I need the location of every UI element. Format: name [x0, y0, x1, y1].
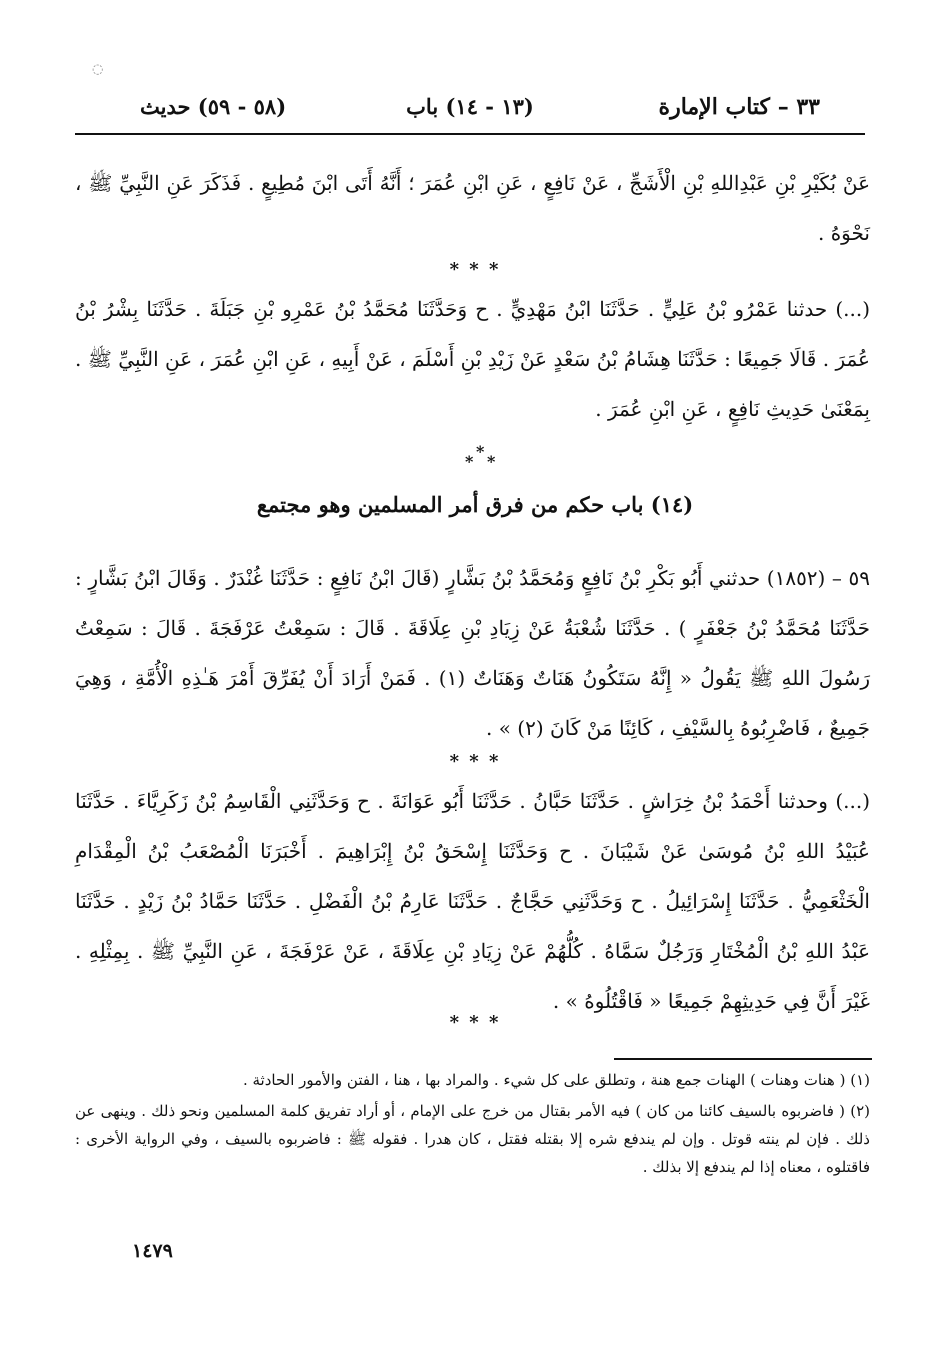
section-stars: * * *: [449, 259, 501, 280]
footnote-rule: [614, 1058, 872, 1060]
header-chapter-range: (١٣ - ١٤) باب: [406, 94, 534, 119]
separator-star-left: *: [465, 452, 474, 471]
scan-artifact: ◌: [92, 62, 104, 77]
separator-star-right: *: [487, 452, 496, 471]
chapter-title: (١٤) باب حكم من فرق أمر المسلمين وهو مجتمع: [256, 492, 694, 517]
footnote-1: (١) ( هنات وهنات ) الهنات جمع هنة ، وتطلق على كل شيء . والمراد بها ، هنا ، الفتن والأمور الحادثة .: [242, 1071, 870, 1089]
chapter-separator: [463, 442, 503, 472]
paragraph-hadith-59-variant: (...) وحدثنا أَحْمَدُ بْنُ خِرَاشٍ . حَدَّثَنَا حَبَّانُ . حَدَّثَنَا أَبُو عَوَانَةَ . ح وَحَدَّثَنِي الْقَاسِمُ بْنُ زَكَرِيَّاءَ . حَدَّثَنَا عُبَيْدُ اللهِ بْنُ مُوسَىٰ عَنْ شَيْبَانَ . ح وَحَدَّثَنَا إِسْحَقُ بْنُ إِبْرَاهِيمَ . أَخْبَرَنَا الْمُصْعَبُ بْنُ الْمِقْدَامِ الْخَثْعَمِيُّ . حَدَّثَنَا إِسْرَائِيلُ . ح وَحَدَّثَنِي حَجَّاجٌ . حَدَّثَنَا عَارِمُ بْنُ الْفَضْلِ . حَدَّثَنَا حَمَّادُ بْنُ زَيْدٍ . حَدَّثَنَا عَبْدُ اللهِ بْنُ الْمُخْتَارِ وَرَجُلٌ سَمَّاهُ . كُلُّهُمْ عَنْ زِيَادِ بْنِ عِلَاقَةَ ، عَنْ عَرْفَجَةَ ، عَنِ النَّبِيِّ ﷺ . بِمِثْلِهِ . غَيْرَ أَنَّ فِي حَدِيثِهِمْ جَمِيعًا « فَاقْتُلُوهُ » .: [75, 789, 870, 1013]
header-hadith-range: (٥٨ - ٥٩) حديث: [140, 94, 287, 119]
paragraph-hadith-59: ٥٩ – (١٨٥٢) حدثني أَبُو بَكْرِ بْنُ نَافِعٍ وَمُحَمَّدُ بْنُ بَشَّارٍ (قَالَ ابْنُ نَافِعٍ : حَدَّثَنَا غُنْدَرٌ . وَقَالَ ابْنُ بَشَّارٍ : حَدَّثَنَا مُحَمَّدُ بْنُ جَعْفَرٍ ) . حَدَّثَنَا شُعْبَةُ عَنْ زِيَادِ بْنِ عِلَاقَةَ . قَالَ : سَمِعْتُ عَرْفَجَةَ . قَالَ : سَمِعْتُ رَسُولَ اللهِ ﷺ يَقُولُ « إِنَّهُ سَتَكُونُ هَنَاتٌ وَهَنَاتٌ (١) . فَمَنْ أَرَادَ أَنْ يُفَرِّقَ أَمْرَ هَـٰذِهِ الْأُمَّةِ ، وَهِيَ جَمِيعٌ ، فَاضْرِبُوهُ بِالسَّيْفِ ، كَائِنًا مَنْ كَانَ (٢) » .: [75, 566, 871, 740]
section-stars: * * *: [449, 751, 501, 772]
section-stars: * * *: [449, 1012, 501, 1033]
header-rule: [75, 133, 865, 135]
paragraph-hadith-58-variant: (...) حدثنا عَمْرُو بْنُ عَلِيٍّ . حَدَّثَنَا ابْنُ مَهْدِيٍّ . ح وَحَدَّثَنَا مُحَمَّدُ بْنُ عَمْرِو بْنِ جَبَلَةَ . حَدَّثَنَا بِشْرُ بْنُ عُمَرَ . قَالَا جَمِيعًا : حَدَّثَنَا هِشَامُ بْنُ سَعْدٍ عَنْ زَيْدِ بْنِ أَسْلَمَ ، عَنْ أَبِيهِ ، عَنِ ابْنِ عُمَرَ ، عَنِ النَّبِيِّ ﷺ . بِمَعْنَىٰ حَدِيثِ نَافِعٍ ، عَنِ ابْنِ عُمَرَ .: [75, 297, 870, 421]
header-book-title: ٣٣ – كتاب الإمارة: [658, 94, 820, 120]
footnote-2: (٢) ( فاضربوه بالسيف كائنا من كان ) فيه الأمر بقتال من خرج على الإمام ، أو أراد تفريق كلمة المسلمين ونحو ذلك . وينهى عن ذلك . فإن لم ينته قوتل . وإن لم يندفع شره إلا بقتله فقتل ، كان هدرا . فقوله ﷺ : فاضربوه بالسيف ، وفي الرواية الأخرى : فاقتلوه ، معناه إذا لم يندفع إلا بذلك .: [75, 1102, 870, 1176]
page-number: ١٤٧٩: [132, 1240, 173, 1262]
separator-star-top: *: [476, 442, 485, 461]
paragraph-hadith-58-end: عَنْ بُكَيْرِ بْنِ عَبْدِاللهِ بْنِ الْأَشَجِّ ، عَنْ نَافِعٍ ، عَنِ ابْنِ عُمَرَ ؛ أَنَّهُ أَتَى ابْنَ مُطِيعٍ . فَذَكَرَ عَنِ النَّبِيِّ ﷺ ، نَحْوَهُ .: [75, 171, 871, 245]
